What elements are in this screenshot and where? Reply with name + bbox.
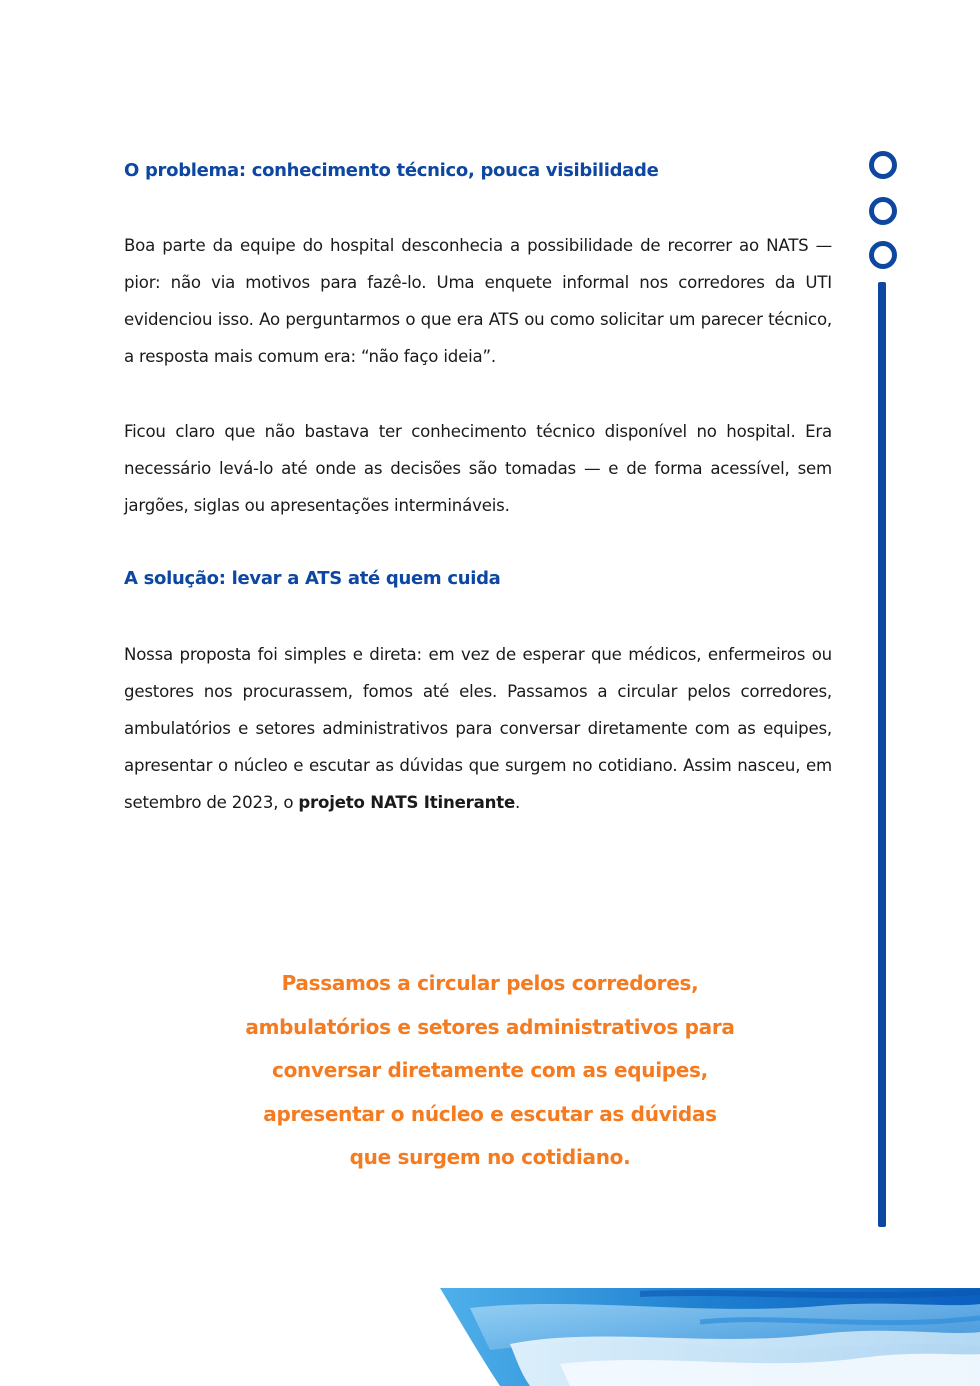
circle-icon bbox=[869, 197, 897, 225]
pull-quote bbox=[200, 962, 780, 1180]
accent-vertical-line bbox=[878, 282, 886, 1227]
paragraph-problem-2: Ficou claro que não bastava ter conhecimento técnico disponível no hospital. Era necessário levá-lo até onde as decisões são tomadas — e de forma acessível, sem jargões, siglas ou apresentações intermináveis. bbox=[124, 422, 832, 515]
circle-icon bbox=[869, 151, 897, 179]
project-name: projeto NATS Itinerante bbox=[298, 793, 516, 812]
section-heading-problem: O problema: conhecimento técnico, pouca visibilidade bbox=[124, 160, 659, 181]
pull-quote-line: apresentar o núcleo e escutar as dúvidas bbox=[263, 1101, 717, 1126]
paragraph-solution bbox=[124, 636, 832, 821]
circle-icon bbox=[869, 241, 897, 269]
paragraph-problem-1: Boa parte da equipe do hospital desconhecia a possibilidade de recorrer ao NATS — pior: não via motivos para fazê-lo. Uma enquete informal nos corredores da UTI evidenciou isso. Ao perguntarmos o que era ATS ou como solicitar um parecer técnico, a resposta mais comum era: “não faço ideia”. bbox=[124, 236, 832, 366]
pull-quote-line: Passamos a circular pelos corredores, bbox=[281, 971, 699, 995]
paragraph-solution-text: Nossa proposta foi simples e direta: em vez de esperar que médicos, enfermeiros ou gestores nos procurassem, fomos até eles. Passamos a circular pelos corredores, ambulatórios e setores administrativos para conversar diretamente com as equipes, apresentar o núcleo e escutar as dúvidas que surgem no cotidiano. Assim nasceu, em setembro de 2023, o bbox=[124, 645, 832, 812]
pull-quote-line: ambulatórios e setores administrativos para bbox=[245, 1014, 735, 1039]
section-heading-solution: A solução: levar a ATS até quem cuida bbox=[124, 568, 501, 589]
pull-quote-line: conversar diretamente com as equipes, bbox=[272, 1058, 708, 1082]
watercolor-wave-decoration bbox=[440, 1286, 980, 1386]
pull-quote-line: que surgem no cotidiano. bbox=[349, 1145, 631, 1169]
paragraph-solution-end: . bbox=[515, 793, 521, 812]
